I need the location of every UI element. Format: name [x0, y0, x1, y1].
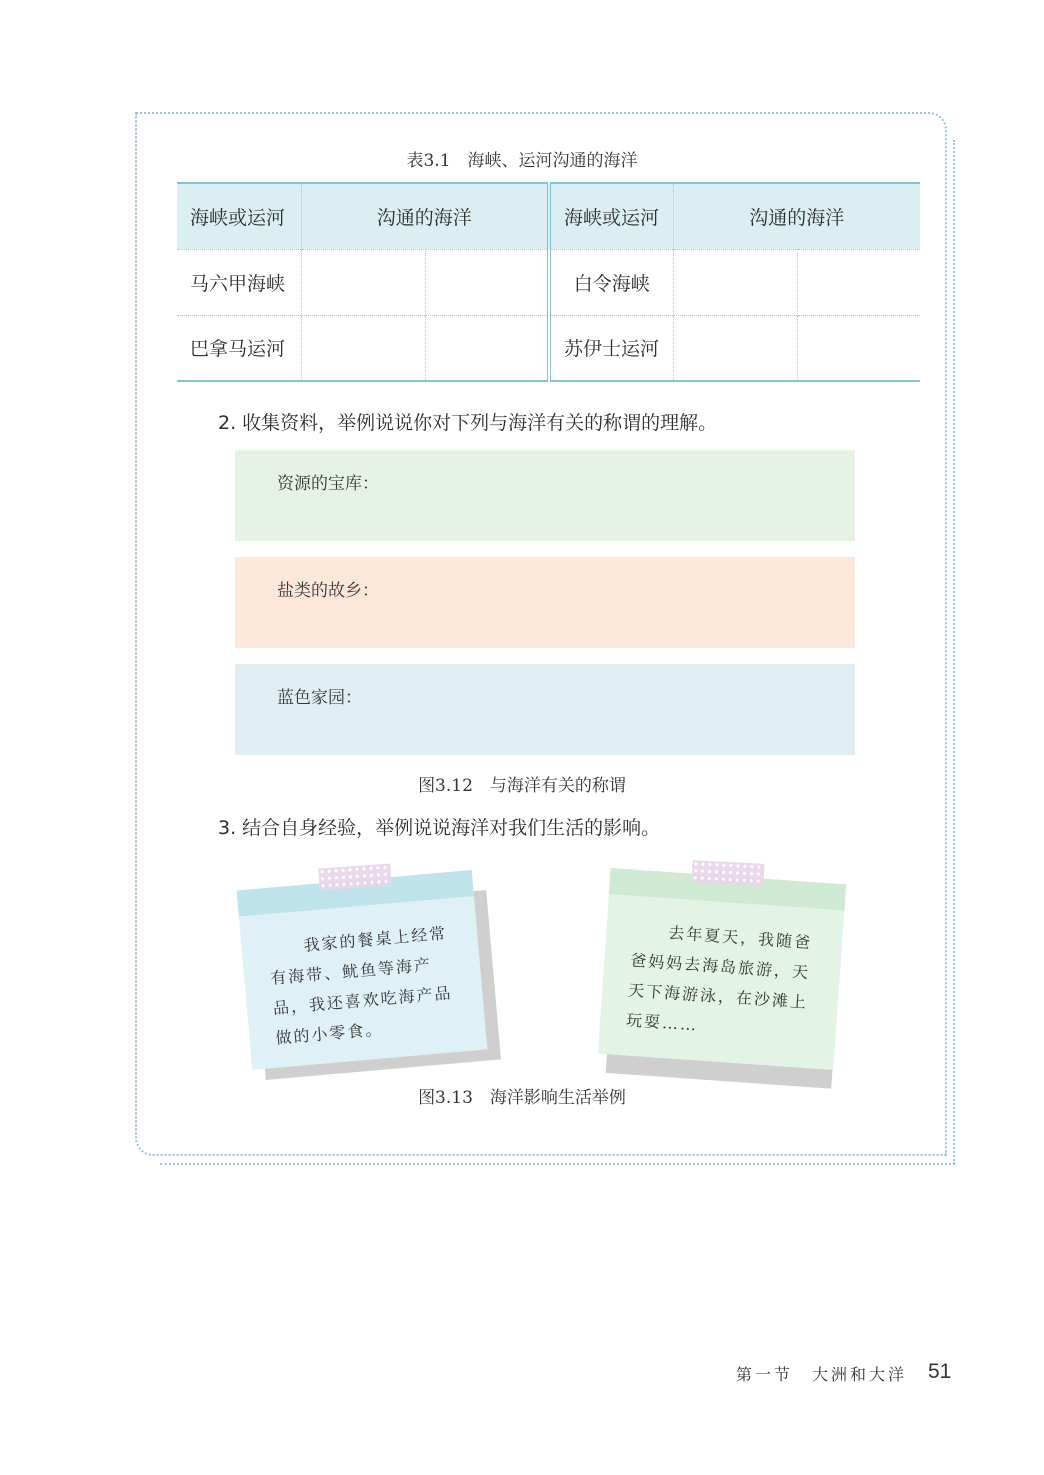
- answer-box-salt[interactable]: [235, 557, 855, 648]
- answer-cell[interactable]: [425, 249, 549, 315]
- answer-box-blue-home[interactable]: [235, 664, 855, 755]
- answer-box-resources[interactable]: [235, 450, 855, 541]
- question-3: 3. 结合自身经验，举例说说海洋对我们生活的影响。: [218, 817, 661, 839]
- answer-cell[interactable]: [673, 249, 797, 315]
- header-connected-oceans-1: 沟通的海洋: [301, 183, 549, 249]
- box-label: 蓝色家园：: [277, 688, 362, 708]
- box-label: 盐类的故乡：: [277, 581, 379, 601]
- answer-cell[interactable]: [425, 315, 549, 381]
- question-2: 2. 收集资料，举例说说你对下列与海洋有关的称谓的理解。: [218, 412, 718, 434]
- answer-cell[interactable]: [673, 315, 797, 381]
- sticky-note-1: [237, 870, 488, 1070]
- answer-cell[interactable]: [797, 315, 920, 381]
- sticky-note-2: [598, 868, 846, 1070]
- page-number: 51: [928, 1360, 952, 1383]
- cell-canal-name: 巴拿马运河: [177, 315, 301, 381]
- answer-cell[interactable]: [301, 249, 425, 315]
- tape-icon: [691, 860, 764, 886]
- figure-caption-3-13: 图3.13 海洋影响生活举例: [418, 1088, 626, 1108]
- cell-canal-name: 苏伊士运河: [549, 315, 673, 381]
- table-row: [177, 315, 920, 381]
- table-row: [177, 249, 920, 315]
- table-caption: 表3.1 海峡、运河沟通的海洋: [406, 151, 638, 171]
- straits-canals-table: [177, 182, 920, 382]
- cell-strait-name: 马六甲海峡: [177, 249, 301, 315]
- answer-cell[interactable]: [797, 249, 920, 315]
- header-connected-oceans-2: 沟通的海洋: [673, 183, 920, 249]
- footer-section-title: 第一节 大洲和大洋: [736, 1365, 908, 1384]
- table-header-row: [177, 183, 920, 249]
- figure-caption-3-12: 图3.12 与海洋有关的称谓: [418, 776, 626, 796]
- note-text: 去年夏天，我随爸爸妈妈去海岛旅游，天天下海游泳，在沙滩上玩耍……: [625, 920, 813, 1035]
- box-label: 资源的宝库：: [277, 474, 379, 494]
- frame-shadow-bottom: [160, 1163, 955, 1165]
- note-text: 我家的餐桌上经常有海带、鱿鱼等海产品，我还喜欢吃海产品做的小零食。: [266, 923, 454, 1048]
- cell-strait-name: 白令海峡: [549, 249, 673, 315]
- header-strait-canal-2: 海峡或运河: [549, 183, 673, 249]
- answer-cell[interactable]: [301, 315, 425, 381]
- header-strait-canal-1: 海峡或运河: [177, 183, 301, 249]
- frame-shadow-right: [953, 140, 955, 1164]
